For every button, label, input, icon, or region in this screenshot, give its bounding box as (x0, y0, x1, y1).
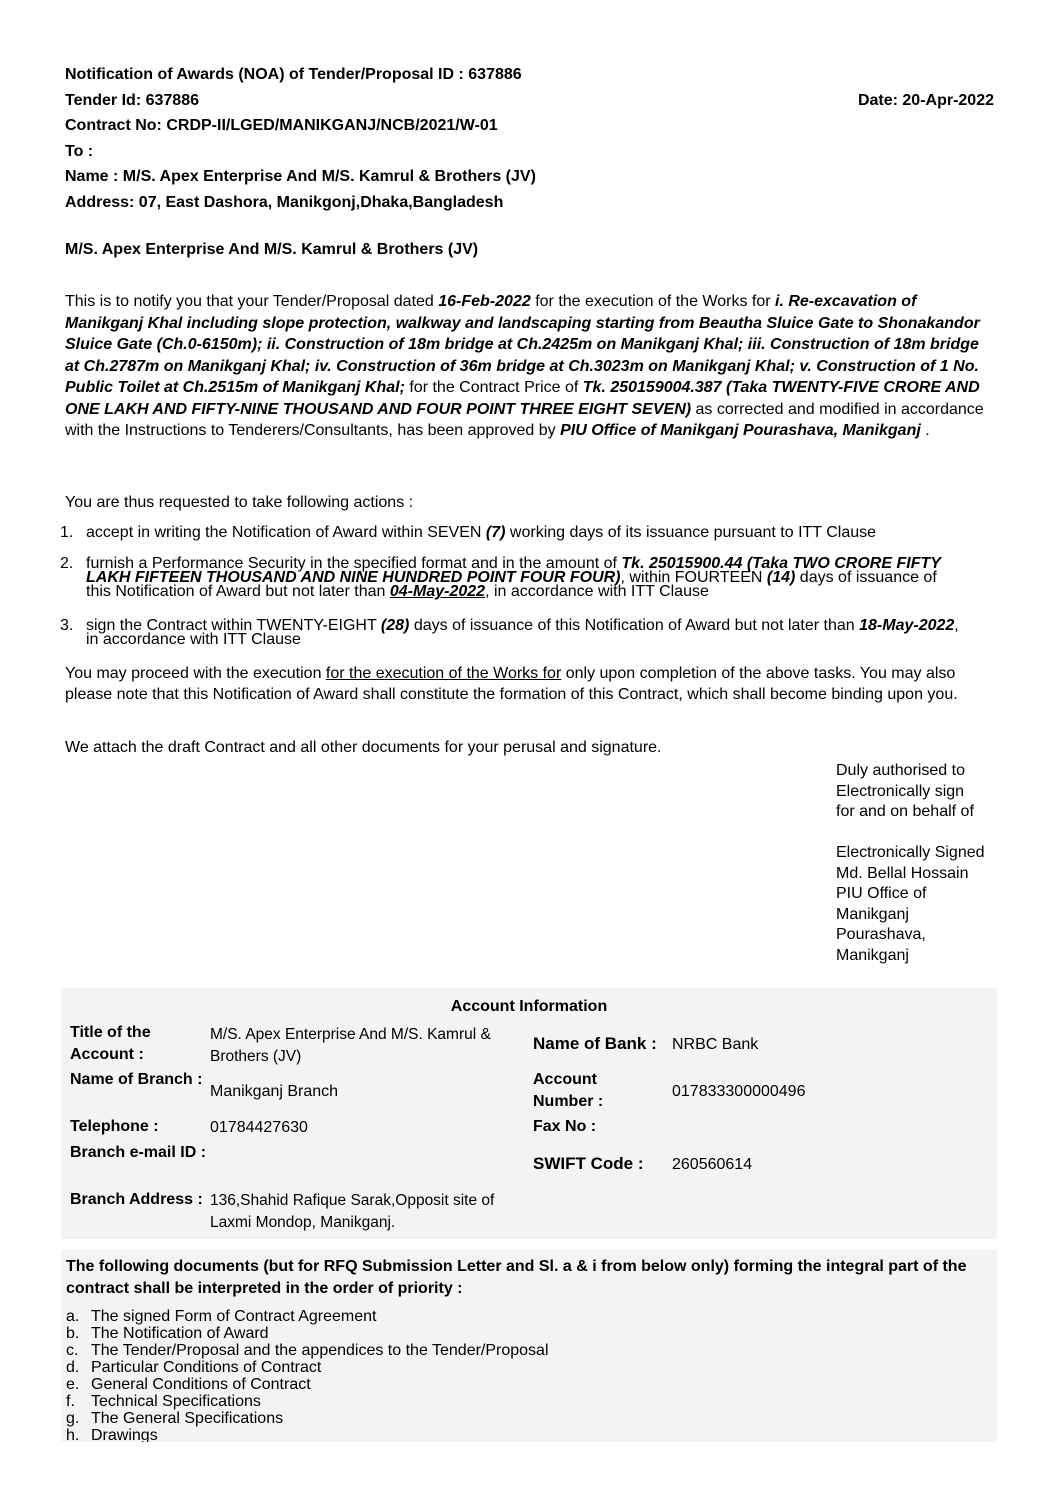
action-text: accept in writing the Notification of Award within SEVEN (7) working days of its issuance pursuant to ITT Clause (86, 524, 877, 541)
sign-line-3: for and on behalf of (836, 803, 974, 820)
list-item: c. The Tender/Proposal and the appendices to the Tender/Proposal (66, 1342, 549, 1359)
signature-block (836, 761, 1006, 966)
account-title-label: Title of the Account : (70, 1024, 151, 1063)
action-number: 3. (60, 617, 74, 634)
p2-text-b: only upon completion of the above tasks. You may also please note that this Notification of Award shall constitute the formation of this Contract, which shall become binding upon you. (65, 665, 958, 703)
p1-text-b: for the execution of the Works for (530, 293, 776, 310)
account-number-label: Account Number : (533, 1071, 604, 1110)
list-item: f. Technical Specifications (66, 1393, 261, 1410)
signatory-office-4: Manikganj (836, 946, 909, 964)
branch-name-value: Manikganj Branch (210, 1083, 339, 1100)
branch-address-label: Branch Address : (70, 1191, 203, 1208)
approving-office: PIU Office of Manikganj Pourashava, Manikganj (560, 422, 921, 439)
works-link[interactable]: for the execution of the Works for (325, 665, 562, 682)
addressee-line: M/S. Apex Enterprise And M/S. Kamrul & Brothers (JV) (65, 241, 479, 258)
telephone-value: 01784427630 (210, 1119, 308, 1136)
signatory-office-3: Pourashava, (836, 926, 926, 943)
contract-documents-panel (61, 1250, 997, 1442)
branch-email-label: Branch e-mail ID : (70, 1144, 207, 1161)
notification-paragraph (65, 291, 990, 442)
notice-date: Date: 20-Apr-2022 (857, 92, 994, 109)
branch-address-value: 136,Shahid Rafique Sarak,Opposit site of Laxmi Mondop, Manikganj. (210, 1192, 495, 1231)
p1-text-e: . (920, 422, 930, 439)
list-item: e. General Conditions of Contract (66, 1376, 311, 1393)
account-title-value: M/S. Apex Enterprise And M/S. Kamrul & Brothers (JV) (210, 1026, 491, 1065)
p2-text-a: You may proceed with the execution (65, 665, 326, 682)
contract-price: Tk. 250159004.387 (Taka TWENTY-FIVE CRORE AND ONE LAKH AND FIFTY-NINE THOUSAND AND FOUR POINT THREE EIGHT SEVEN) (65, 379, 980, 418)
action-text: sign the Contract within TWENTY-EIGHT (28) days of issuance of this Notification of Award but not later than 18-May-2022, in accordance with ITT Clause (86, 617, 959, 648)
list-item: a. The signed Form of Contract Agreement (66, 1308, 377, 1325)
account-information-panel (61, 988, 997, 1239)
signatory-name: Md. Bellal Hossain (836, 864, 969, 882)
action-number: 2. (60, 555, 74, 572)
to-label: To : (65, 143, 94, 160)
p1-text-c: for the Contract Price of (404, 379, 583, 396)
list-item: g. The General Specifications (66, 1410, 284, 1427)
account-information-title: Account Information (450, 998, 608, 1015)
p1-text-a: This is to notify you that your Tender/Proposal dated (65, 293, 439, 310)
signatory-office-2: Manikganj (836, 905, 909, 923)
list-item: b. The Notification of Award (66, 1325, 269, 1342)
recipient-address: Address: 07, East Dashora, Manikgonj,Dhaka,Bangladesh (65, 194, 504, 211)
recipient-name: Name : M/S. Apex Enterprise And M/S. Kamrul & Brothers (JV) (65, 168, 536, 185)
swift-code-label: SWIFT Code : (533, 1154, 644, 1173)
fax-label: Fax No : (533, 1118, 597, 1135)
sign-line-2: Electronically sign (836, 782, 965, 800)
p1-text-d: as corrected and modified in accordance with the Instructions to Tenderers/Consultants, has been approved by (65, 400, 984, 439)
list-item: h. Drawings (66, 1427, 158, 1442)
branch-name-label: Name of Branch : (70, 1071, 203, 1088)
action-item-1 (60, 526, 960, 540)
contract-number: Contract No: CRDP-II/LGED/MANIKGANJ/NCB/2021/W-01 (65, 117, 498, 134)
sign-line-1: Duly authorised to (836, 762, 965, 779)
list-item: d. Particular Conditions of Contract (66, 1359, 322, 1376)
account-number-value: 017833300000496 (672, 1083, 806, 1100)
bank-name-label: Name of Bank : (533, 1034, 657, 1053)
proceed-paragraph (65, 664, 990, 705)
attachment-paragraph: We attach the draft Contract and all other documents for your perusal and signature. (65, 739, 662, 756)
documents-intro: The following documents (but for RFQ Submission Letter and Sl. a & i from below only) forming the integral part of the contract shall be interpreted in the order of priority : (66, 1258, 967, 1297)
signed-label: Electronically Signed (836, 844, 985, 861)
action-item-3 (60, 619, 960, 647)
signatory-office-1: PIU Office of (836, 885, 927, 902)
bank-name-value: NRBC Bank (672, 1036, 759, 1053)
tender-id: Tender Id: 637886 (65, 92, 199, 109)
action-item-2 (60, 557, 960, 599)
action-text: furnish a Performance Security in the specified format and in the amount of Tk. 25015900.44 (Taka TWO CRORE FIFTY LAKH FIFTEEN THOUSAND AND NINE HUNDRED POINT FOUR FOUR), within FOURTEEN (14) days of issuance of this Notification of Award but not later than 04-May-2022, in accordance with ITT Clause (86, 555, 941, 600)
works-description: i. Re-excavation of Manikganj Khal including slope protection, walkway and landscaping starting from Beautha Sluice Gate to Shonakandor Sluice Gate (Ch.0-6150m); ii. Construction of 18m bridge at Ch.2425m on Manikganj Khal; iii. Construction of 18m bridge at Ch.2787m on Manikganj Khal; iv. Construction of 36m bridge at Ch.3023m on Manikganj Khal; v. Construction of 1 No. Public Toilet at Ch.2515m of Manikganj Khal; (65, 293, 980, 396)
tender-date: 16-Feb-2022 (438, 293, 531, 310)
actions-intro: You are thus requested to take following actions : (65, 494, 414, 511)
swift-code-value: 260560614 (672, 1156, 753, 1173)
noa-title: Notification of Awards (NOA) of Tender/Proposal ID : 637886 (65, 66, 522, 83)
telephone-label: Telephone : (70, 1118, 159, 1135)
action-number: 1. (60, 524, 74, 541)
